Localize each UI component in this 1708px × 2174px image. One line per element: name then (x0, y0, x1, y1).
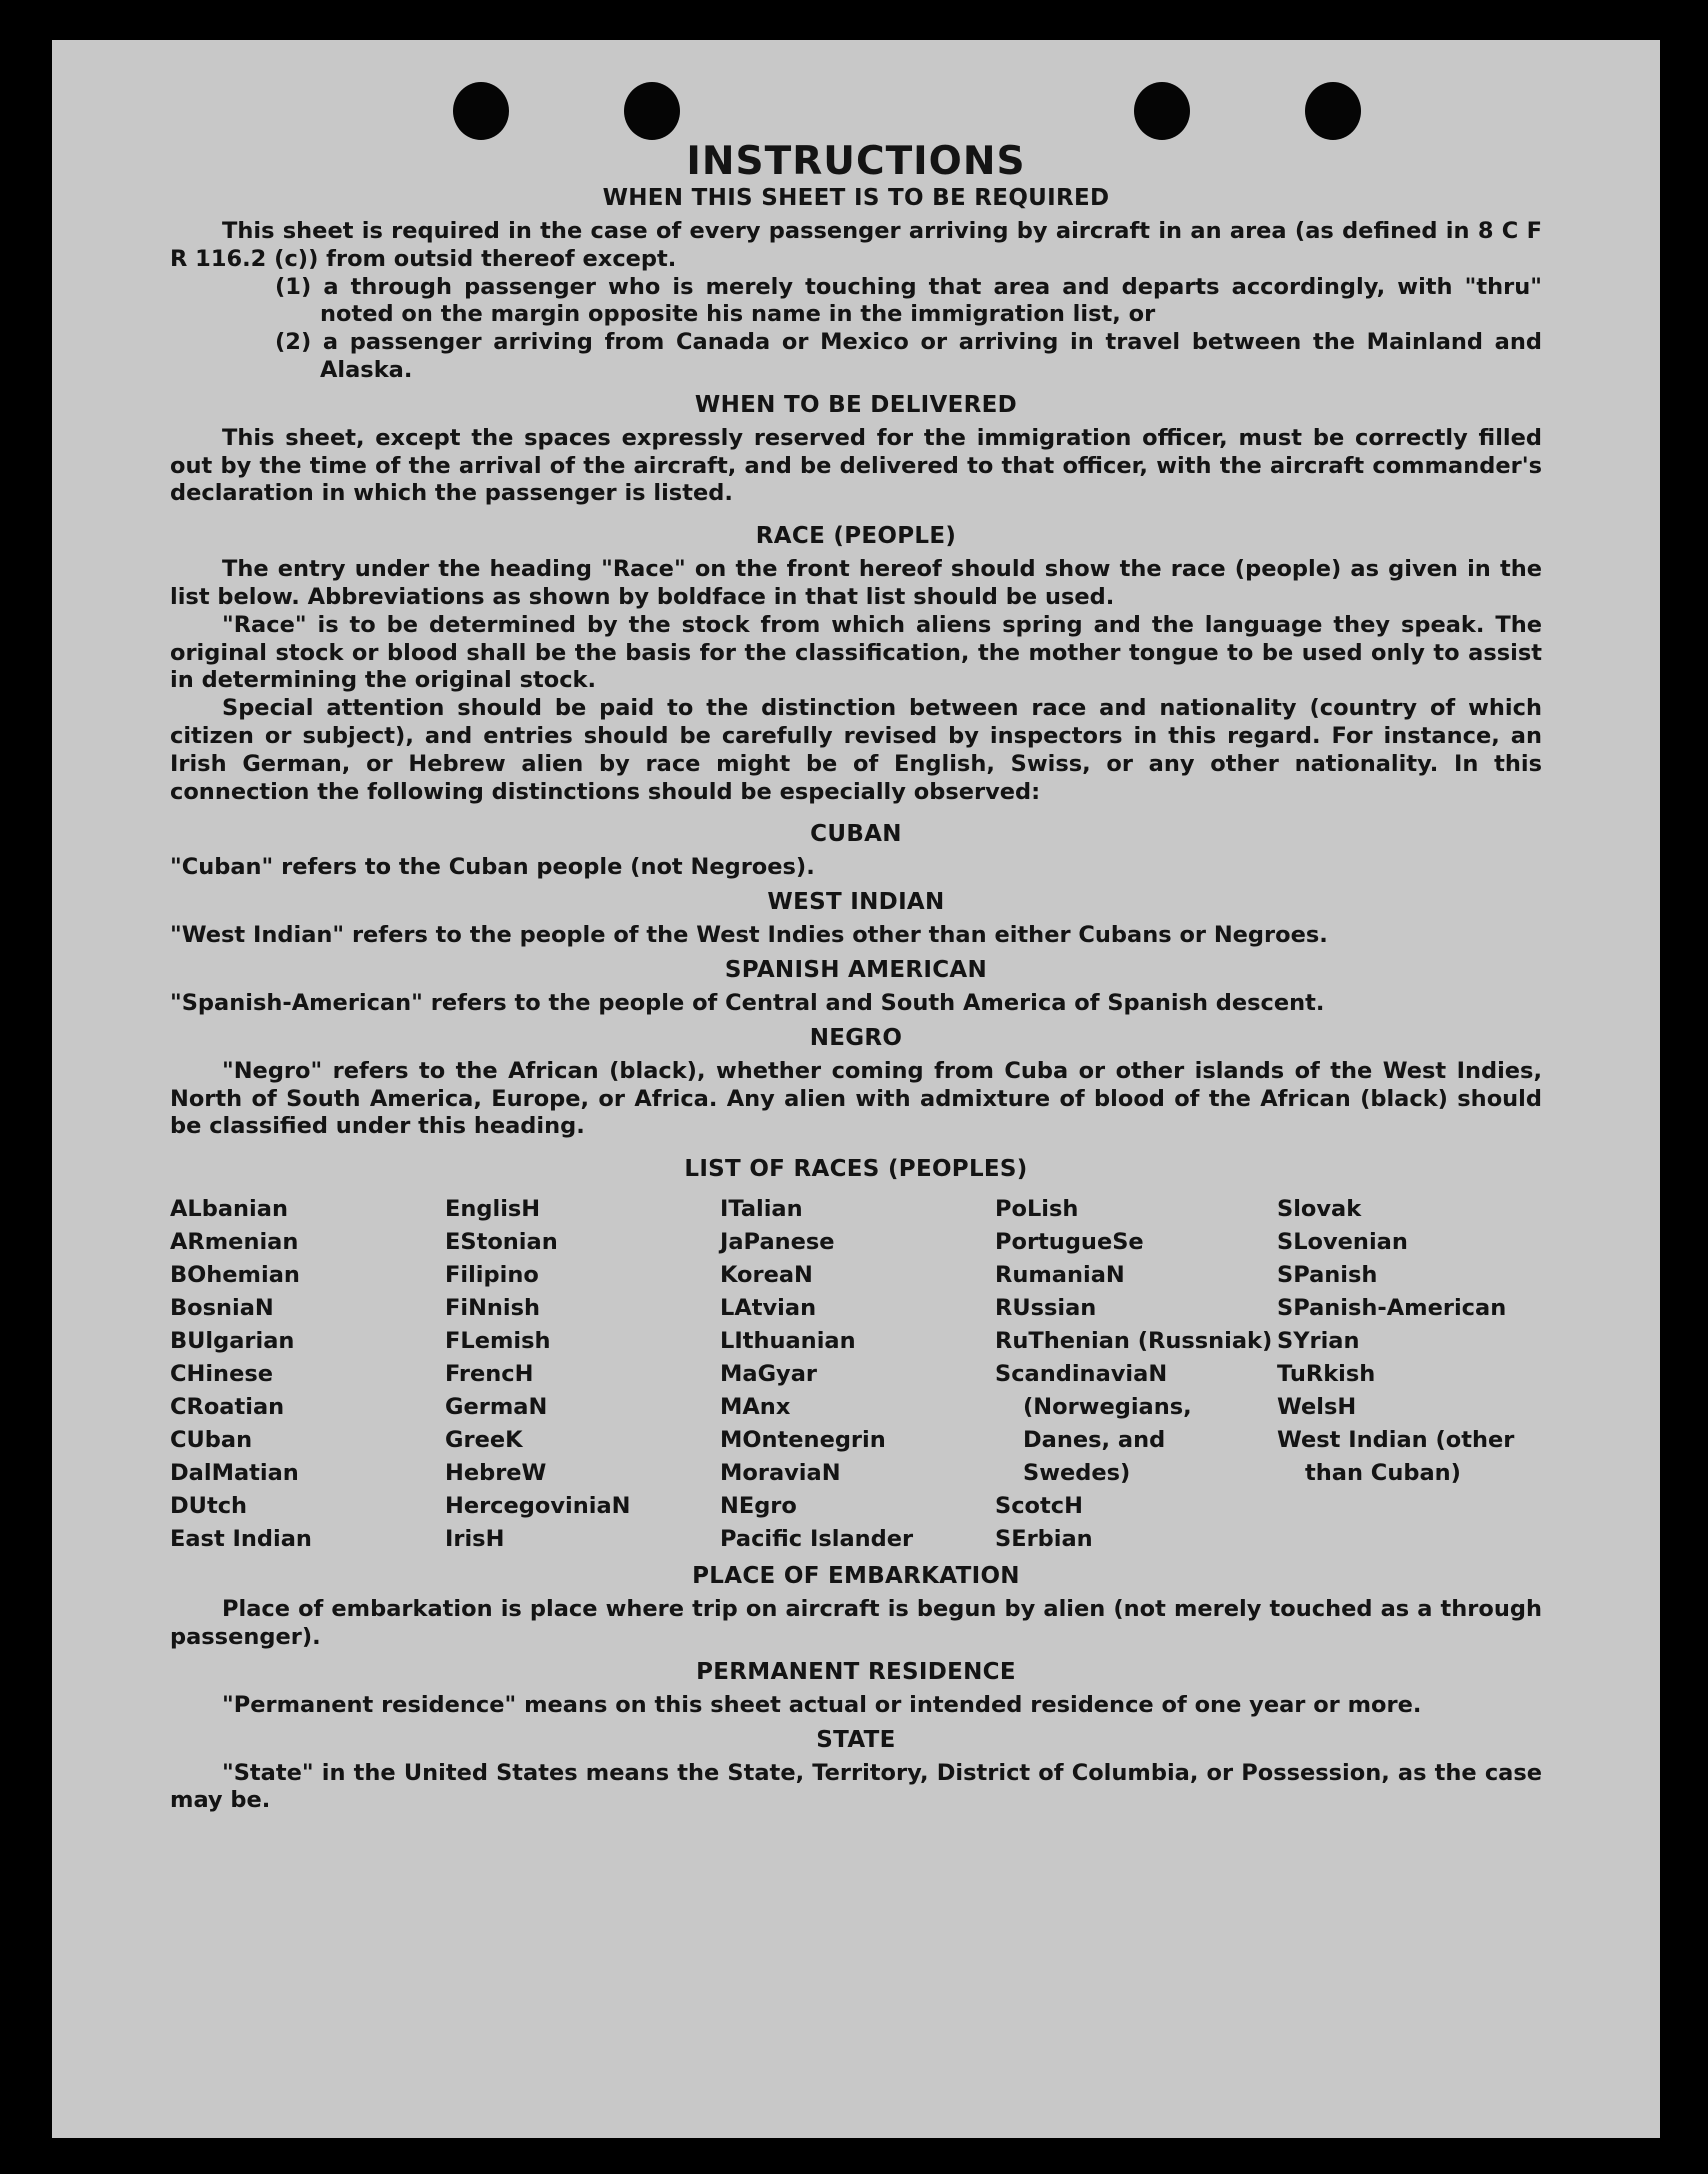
race-item: MoraviaN (720, 1460, 841, 1487)
race-item: PoLish (995, 1196, 1079, 1223)
race-item: Filipino (445, 1262, 539, 1289)
heading-state: STATE (816, 1726, 896, 1753)
races-column-5 (1277, 1193, 1542, 1556)
heading-when-required: WHEN THIS SHEET IS TO BE REQUIRED (602, 185, 1110, 211)
document-page (52, 40, 1660, 2138)
exception-item-1: (1) a through passenger who is merely touching that area and departs accordingly, with "thru" noted on the margin opposite his name in the immigration list, or (275, 273, 1542, 328)
punch-hole (1305, 82, 1361, 140)
race-item: PortugueSe (995, 1229, 1144, 1256)
race-item: IrisH (445, 1526, 505, 1553)
race-item: FLemish (445, 1328, 551, 1355)
races-column-4 (995, 1193, 1277, 1556)
race-item: ARmenian (170, 1229, 299, 1256)
race-item: EStonian (445, 1229, 558, 1256)
race-item: TuRkish (1277, 1361, 1376, 1388)
race-item: LAtvian (720, 1295, 817, 1322)
race-item: SPanish (1277, 1262, 1378, 1289)
west-indian-text: "West Indian" refers to the people of the West Indies other than either Cubans or Negroes. (170, 922, 1328, 949)
heading-cuban: CUBAN (810, 821, 902, 848)
race-item: ScandinaviaN (Norwegians, Danes, and Swedes) (995, 1361, 1192, 1487)
state-text: "State" in the United States means the State, Territory, District of Columbia, or Possession, as the case may be. (170, 1759, 1542, 1814)
race-item: BOhemian (170, 1262, 300, 1289)
heading-permanent-residence: PERMANENT RESIDENCE (696, 1658, 1016, 1685)
race-item: ScotcH (995, 1493, 1083, 1520)
race-item: BosniaN (170, 1295, 274, 1322)
races-column-2 (445, 1193, 720, 1556)
exception-item-2: (2) a passenger arriving from Canada or Mexico or arriving in travel between the Mainland and Alaska. (275, 329, 1542, 383)
races-column-3 (720, 1193, 995, 1556)
negro-text: "Negro" refers to the African (black), whether coming from Cuba or other islands of the West Indies, North of South America, Europe, or Africa. Any alien with admixture of blood of the African (black) should be classified under this heading. (170, 1057, 1542, 1140)
race-item: East Indian (170, 1526, 312, 1553)
spanish-american-text: "Spanish-American" refers to the people of Central and South America of Spanish descent. (170, 989, 1325, 1016)
race-item: CRoatian (170, 1394, 285, 1421)
when-required-intro: This sheet is required in the case of every passenger arriving by aircraft in an area (as defined in 8 C F R 116.2 (c)) from outsid thereof except. (170, 218, 1542, 272)
race-item: DUtch (170, 1493, 248, 1520)
race-item: Pacific Islander (720, 1526, 914, 1553)
heading-negro: NEGRO (809, 1024, 903, 1051)
race-item: HercegoviniaN (445, 1493, 631, 1520)
race-item: FiNnish (445, 1295, 541, 1322)
race-item: DalMatian (170, 1460, 299, 1487)
permanent-residence-text: "Permanent residence" means on this sheet actual or intended residence of one year or more. (222, 1691, 1422, 1718)
heading-race: RACE (PEOPLE) (755, 523, 957, 550)
race-item: Slovak (1277, 1196, 1362, 1223)
race-item: WelsH (1277, 1394, 1357, 1421)
race-item: ITalian (720, 1196, 803, 1223)
cuban-text: "Cuban" refers to the Cuban people (not Negroes). (170, 854, 815, 881)
race-item: West Indian (other than Cuban) (1277, 1427, 1515, 1487)
race-item: NEgro (720, 1493, 797, 1520)
races-list (170, 1193, 1542, 1556)
punch-hole (1134, 82, 1190, 140)
race-item: SYrian (1277, 1328, 1360, 1355)
heading-when-delivered: WHEN TO BE DELIVERED (694, 391, 1018, 418)
race-item: LIthuanian (720, 1328, 856, 1355)
punch-hole (453, 82, 509, 140)
document-title: INSTRUCTIONS (686, 139, 1026, 184)
race-item: FrencH (445, 1361, 534, 1388)
races-column-1 (170, 1193, 445, 1556)
race-item: JaPanese (720, 1229, 835, 1256)
instructions-content (170, 140, 1542, 1815)
race-item: BUlgarian (170, 1328, 295, 1355)
race-item: RumaniaN (995, 1262, 1125, 1289)
race-paragraph-1: The entry under the heading "Race" on the front hereof should show the race (people) as given in the list below. Abbreviations as shown by boldface in that list should be used. (170, 556, 1542, 610)
race-item: RUssian (995, 1295, 1097, 1322)
punch-hole (624, 82, 680, 140)
place-of-embarkation-text: Place of embarkation is place where trip on aircraft is begun by alien (not merely touched as a through passenger). (170, 1596, 1542, 1650)
race-item: HebreW (445, 1460, 547, 1487)
race-paragraph-3: Special attention should be paid to the distinction between race and nationality (country of which citizen or subject), and entries should be carefully revised by inspectors in this regard. For instance, an Irish German, or Hebrew alien by race might be of English, Swiss, or any other nationality. In this connection the following distinctions should be especially observed: (170, 695, 1542, 805)
race-paragraph-2: "Race" is to be determined by the stock from which aliens spring and the language they speak. The original stock or blood shall be the basis for the classification, the mother tongue to be used only to assist in determining the original stock. (170, 611, 1542, 694)
race-item: SErbian (995, 1526, 1093, 1553)
heading-west-indian: WEST INDIAN (767, 889, 945, 916)
race-item: ALbanian (170, 1196, 288, 1223)
heading-place-of-embarkation: PLACE OF EMBARKATION (692, 1563, 1020, 1590)
race-item: EnglisH (445, 1196, 541, 1223)
race-item: MAnx (720, 1394, 791, 1421)
race-item: CHinese (170, 1361, 273, 1388)
race-item: KoreaN (720, 1262, 813, 1289)
race-item: MOntenegrin (720, 1427, 886, 1454)
race-item: SLovenian (1277, 1229, 1408, 1256)
race-item: SPanish-American (1277, 1295, 1507, 1322)
race-item: CUban (170, 1427, 253, 1454)
race-item: RuThenian (Russniak) (995, 1328, 1273, 1355)
when-delivered-text: This sheet, except the spaces expressly reserved for the immigration officer, must be correctly filled out by the time of the arrival of the aircraft, and be delivered to that officer, with the aircraft commander's declaration in which the passenger is listed. (170, 424, 1542, 507)
heading-spanish-american: SPANISH AMERICAN (724, 956, 988, 983)
race-item: GreeK (445, 1427, 523, 1454)
race-item: MaGyar (720, 1361, 817, 1388)
heading-list-of-races: LIST OF RACES (PEOPLES) (684, 1156, 1028, 1183)
race-item: GermaN (445, 1394, 548, 1421)
